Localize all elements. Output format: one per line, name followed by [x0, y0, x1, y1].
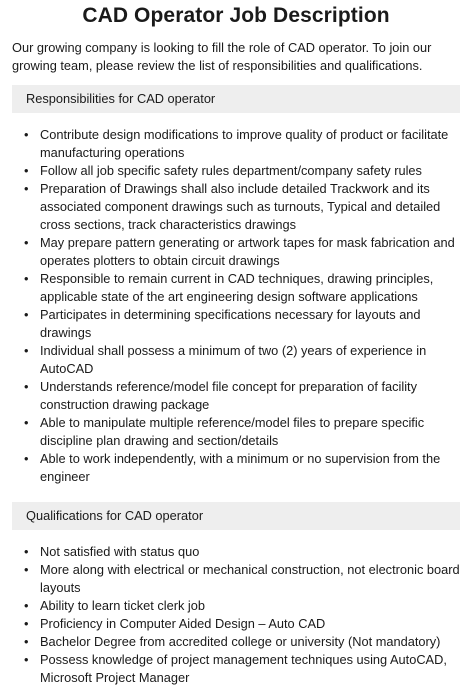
list-item: • Contribute design modifications to improve quality of product or facilitate manufacturing operations [12, 126, 460, 162]
list-item: • Able to manipulate multiple reference/model files to prepare specific discipline plan drawing and section/details [12, 414, 460, 450]
list-item: • Understands reference/model file concept for preparation of facility construction drawing package [12, 378, 460, 414]
list-item: • Participates in determining specifications necessary for layouts and drawings [12, 306, 460, 342]
responsibilities-heading: Responsibilities for CAD operator [12, 85, 460, 113]
list-item: • Individual shall possess a minimum of two (2) years of experience in AutoCAD [12, 342, 460, 378]
list-item: • Follow all job specific safety rules department/company safety rules [12, 162, 460, 180]
responsibilities-list [12, 126, 460, 486]
list-item: • May prepare pattern generating or artwork tapes for mask fabrication and operates plotters to obtain circuit drawings [12, 234, 460, 270]
page-title: CAD Operator Job Description [82, 4, 390, 27]
list-item: • Not satisfied with status quo [12, 543, 460, 561]
qualifications-heading: Qualifications for CAD operator [12, 502, 460, 530]
list-item: • Possess knowledge of project management techniques using AutoCAD, Microsoft Project Manager [12, 651, 460, 687]
list-item: • Able to work independently, with a minimum or no supervision from the engineer [12, 450, 460, 486]
list-item: • Responsible to remain current in CAD techniques, drawing principles, applicable state of the art engineering design software applications [12, 270, 460, 306]
list-item: • Proficiency in Computer Aided Design – Auto CAD [12, 615, 460, 633]
list-item: • More along with electrical or mechanical construction, not electronic board layouts [12, 561, 460, 597]
list-item: • Preparation of Drawings shall also include detailed Trackwork and its associated component drawings such as turnouts, Typical and detailed cross sections, track characteristics drawings [12, 180, 460, 234]
intro-paragraph: Our growing company is looking to fill the role of CAD operator. To join our growing team, please review the list of responsibilities and qualifications. [12, 40, 432, 73]
list-item: • Ability to learn ticket clerk job [12, 597, 460, 615]
qualifications-list [12, 543, 460, 687]
list-item: • Bachelor Degree from accredited college or university (Not mandatory) [12, 633, 460, 651]
